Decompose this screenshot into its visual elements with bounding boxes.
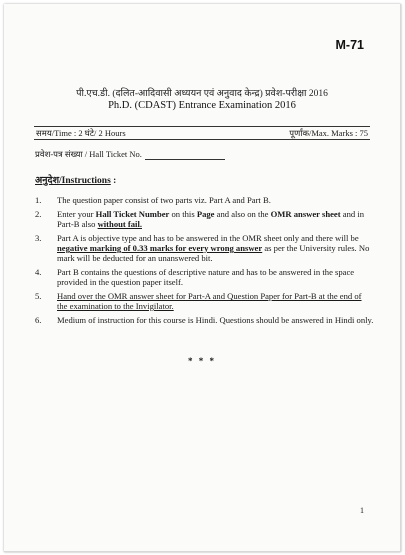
- text-run-bold-underline: without fail.: [97, 219, 142, 229]
- exam-page: [4, 4, 401, 552]
- text-run-bold: OMR answer sheet: [270, 209, 341, 219]
- list-item: [35, 233, 374, 263]
- hall-ticket-row: [35, 149, 225, 160]
- text-run-bold-underline: negative marking of 0.33 marks for every wrong answer: [57, 243, 263, 253]
- list-item: [35, 315, 374, 325]
- instructions-list: [35, 195, 374, 329]
- item-text: [57, 209, 374, 229]
- item-text: [57, 233, 374, 263]
- item-text: Hand over the OMR answer sheet for Part-A and Question Paper for Part-B at the end of the examination to the Invigilator.: [57, 291, 362, 311]
- instructions-heading-suffix: :: [110, 176, 117, 186]
- hall-ticket-blank: [145, 150, 225, 160]
- text-run: Part A is objective type and has to be answered in the OMR sheet only and there will be: [57, 233, 359, 243]
- end-marker: * * *: [188, 356, 216, 366]
- text-run-bold: Page: [196, 209, 215, 219]
- title-hindi: पी.एच.डी. (दलित-आदिवासी अध्ययन एवं अनुवाद केन्द्र) प्रवेश-परीक्षा 2016: [76, 89, 328, 99]
- page-number: 1: [360, 506, 364, 515]
- paper-code: M-71: [335, 38, 364, 52]
- hall-ticket-label: प्रवेश-पत्र संख्या / Hall Ticket No.: [35, 149, 142, 159]
- item-text: Part B contains the questions of descriptive nature and has to be answered in the space provided in the question paper itself.: [57, 267, 355, 287]
- time-label: समय/Time : 2 घंटे/ 2 Hours: [36, 127, 126, 138]
- exam-meta-row: [34, 126, 370, 140]
- list-item: [35, 209, 374, 229]
- instructions-heading: [35, 173, 116, 186]
- item-text: The question paper consist of two parts viz. Part A and Part B.: [57, 195, 271, 205]
- item-number: 6.: [35, 315, 42, 325]
- instructions-heading-english: /Instructions: [59, 176, 111, 186]
- item-number: 5.: [35, 291, 42, 301]
- text-run: and in Part-B also: [57, 209, 364, 229]
- text-run-bold: Hall Ticket Number: [95, 209, 170, 219]
- text-run: and also on the: [214, 209, 271, 219]
- item-number: 4.: [35, 267, 42, 277]
- text-run: on this: [169, 209, 197, 219]
- item-text: Medium of instruction for this course is Hindi. Questions should be answered in Hindi only.: [57, 315, 374, 325]
- text-run: as per the University rules. No mark will be deducted for an unanswered bit.: [57, 243, 370, 263]
- title-english: Ph.D. (CDAST) Entrance Examination 2016: [108, 100, 296, 111]
- instructions-heading-hindi: अनुदेश: [35, 176, 60, 186]
- item-number: 1.: [35, 195, 42, 205]
- item-number: 2.: [35, 209, 42, 219]
- list-item: [35, 267, 374, 287]
- text-run: Enter your: [57, 209, 96, 219]
- item-number: 3.: [35, 233, 42, 243]
- max-marks-label: पूर्णांक/Max. Marks : 75: [289, 127, 368, 138]
- list-item: [35, 195, 374, 205]
- list-item: [35, 291, 374, 311]
